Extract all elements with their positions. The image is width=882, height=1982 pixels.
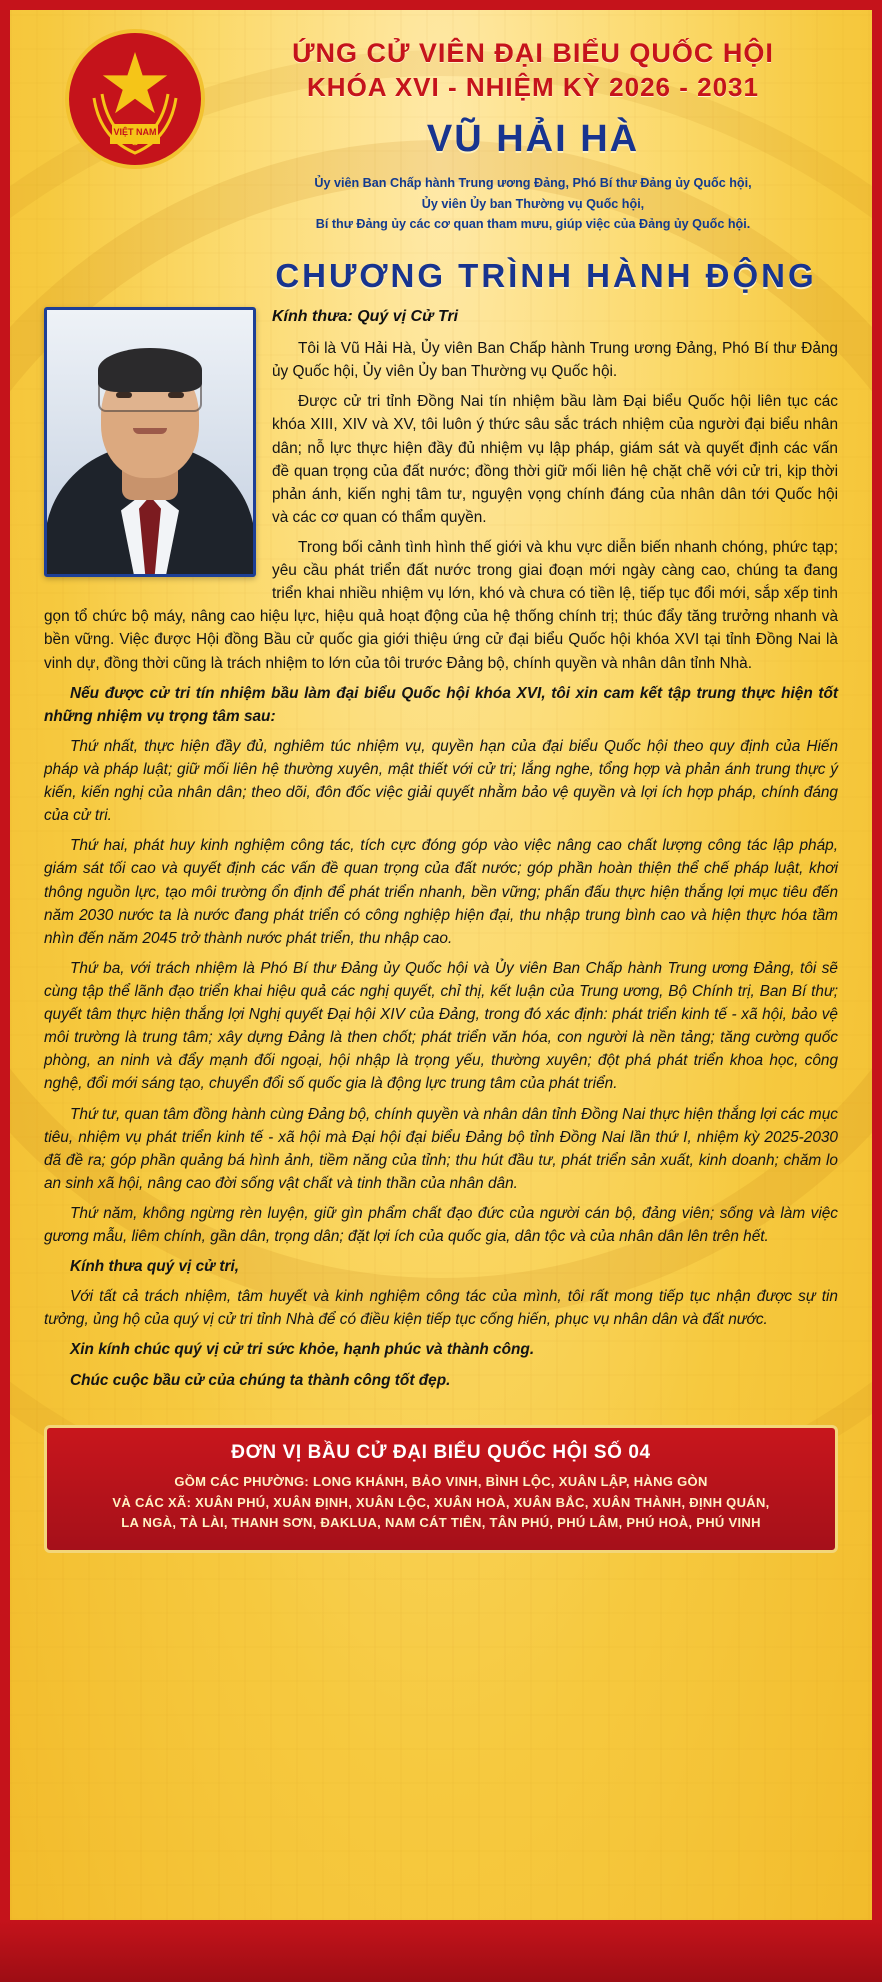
closing-line-4: Chúc cuộc bầu cử của chúng ta thành công tốt đẹp. (70, 1371, 451, 1389)
intro-paragraph-2: Được cử tri tỉnh Đồng Nai tín nhiệm bầu làm Đại biểu Quốc hội liên tục các khóa XIII, XIV và XV, tôi luôn ý thức sâu sắc trách nhiệm của người đại biểu nhân dân; nỗ lực thực hiện đầy đủ nhiệm vụ lập pháp, giám sát và quyết định các vấn đề quan trọng của đất nước; đồng thời giữ mối liên hệ chặt chẽ với cử tri, kịp thời phản ánh, kiến nghị tâm tư, nguyện vọng chính đáng của nhân dân tới Quốc hội và các cơ quan có thẩm quyền. (272, 393, 838, 526)
commitment-item-1: Thứ nhất, thực hiện đầy đủ, nghiêm túc nhiệm vụ, quyền hạn của đại biểu Quốc hội theo quy định của Hiến pháp và pháp luật; giữ mối liên hệ thường xuyên, mật thiết với cử tri; lắng nghe, tổng hợp và phản ánh trung thực ý kiến, kiến nghị của nhân dân; theo dõi, đôn đốc việc giải quyết nhằm bảo vệ quyền và lợi ích hợp pháp, chính đáng của cử tri. (44, 737, 838, 825)
constituency-wards: GỒM CÁC PHƯỜNG: LONG KHÁNH, BẢO VINH, BÌNH LỘC, XUÂN LẬP, HÀNG GÒN (174, 1473, 708, 1489)
header-line-1: ỨNG CỬ VIÊN ĐẠI BIỂU QUỐC HỘI (292, 38, 774, 68)
closing-line-1: Kính thưa quý vị cử tri, (70, 1258, 240, 1276)
greeting-line: Kính thưa: Quý vị Cử Tri (272, 308, 459, 326)
svg-text:VIỆT NAM: VIỆT NAM (113, 127, 157, 137)
header-text-block (230, 36, 852, 235)
closing-line-2: Với tất cả trách nhiệm, tâm huyết và kinh nghiệm công tác của mình, tôi rất mong tiếp tục nhận được sự tin tưởng, ủng hộ của quý vị cử tri tỉnh Nhà để có điều kiện tiếp tục cống hiến, phục vụ nhân dân và đất nước. (44, 1288, 838, 1329)
header-line-2: KHÓA XVI - NHIỆM KỲ 2026 - 2031 (307, 71, 759, 102)
intro-paragraph-1: Tôi là Vũ Hải Hà, Ủy viên Ban Chấp hành Trung ương Đảng, Phó Bí thư Đảng ủy Quốc hội, Ủy viên Ủy ban Thường vụ Quốc hội. (272, 340, 838, 381)
national-emblem-icon (64, 28, 206, 170)
closing-line-3: Xin kính chúc quý vị cử tri sức khỏe, hạnh phúc và thành công. (70, 1341, 535, 1359)
candidate-name: VŨ HẢI HÀ (426, 117, 640, 160)
candidate-title-3: Bí thư Đảng ủy các cơ quan tham mưu, giúp việc của Đảng ủy Quốc hội. (315, 217, 751, 232)
commitment-item-5: Thứ năm, không ngừng rèn luyện, giữ gìn phẩm chất đạo đức của người cán bộ, đảng viên; sống và làm việc gương mẫu, liêm chính, gần dân, trọng dân; đặt lợi ích của quốc gia, dân tộc và của nhân dân lên trên hết. (44, 1204, 838, 1246)
program-title: CHƯƠNG TRÌNH HÀNH ĐỘNG (275, 257, 817, 295)
commitment-item-4: Thứ tư, quan tâm đồng hành cùng Đảng bộ, chính quyền và nhân dân tỉnh Đồng Nai thực hiện thắng lợi các mục tiêu, nhiệm vụ phát triển kinh tế - xã hội mà Đại hội đại biểu Đảng bộ tỉnh Đồng Nai lần thứ I, nhiệm kỳ 2025-2030 đã đề ra; góp phần quảng bá hình ảnh, tiềm năng của tỉnh; thu hút đầu tư, phát triển sản xuất, kinh doanh; chăm lo an sinh xã hội, nâng cao đời sống vật chất và tinh thần của nhân dân. (44, 1105, 838, 1192)
constituency-footer (44, 1425, 838, 1553)
candidate-title-2: Ủy viên Ủy ban Thường vụ Quốc hội, (421, 196, 645, 211)
constituency-communes-2: LA NGÀ, TÀ LÀI, THANH SƠN, ĐAKLUA, NAM CÁT TIÊN, TÂN PHÚ, PHÚ LÂM, PHÚ HOÀ, PHÚ VINH (121, 1515, 761, 1531)
intro-paragraph-3: Trong bối cảnh tình hình thế giới và khu vực diễn biến nhanh chóng, phức tạp; yêu cầu phát triển đất nước trong giai đoạn mới ngày càng cao, chúng ta đang triển khai nhiều nhiệm vụ lớn, khó và chưa có tiền lệ, tiếp tục đổi mới, sắp xếp tinh gọn tổ chức bộ máy, nâng cao hiệu lực, hiệu quả hoạt động của hệ thống chính trị; thúc đẩy tăng trưởng nhanh và bền vững. Việc được Hội đồng Bầu cử quốc gia giới thiệu ứng cử đại biểu Quốc hội khóa XVI tại tỉnh Đồng Nai là vinh dự, đồng thời cũng là trách nhiệm to lớn của tôi trước Đảng bộ, chính quyền và nhân dân tỉnh Nhà. (44, 538, 838, 672)
candidate-title-1: Ủy viên Ban Chấp hành Trung ương Đảng, Phó Bí thư Đảng ủy Quốc hội, (314, 175, 752, 190)
bottom-red-bar (0, 1920, 882, 1982)
poster-header (10, 10, 872, 241)
candidate-titles (253, 173, 813, 235)
commitment-item-2: Thứ hai, phát huy kinh nghiệm công tác, tích cực đóng góp vào việc nâng cao chất lượng công tác lập pháp, giám sát tối cao và quyết định các vấn đề quan trọng của đất nước; góp phần hoàn thiện thể chế pháp luật, khơi thông nguồn lực, tạo môi trường ổn định để phát triển nhanh, bền vững; phấn đấu thực hiện thắng lợi mục tiêu đến năm 2030 nước ta là nước đang phát triển có công nghiệp hiện đại, thu nhập trung bình cao và hiện thực hóa tầm nhìn đến năm 2045 trở thành nước phát triển, thu nhập cao. (44, 837, 838, 947)
program-body (10, 305, 872, 1409)
commitment-lead: Nếu được cử tri tín nhiệm bầu làm đại biểu Quốc hội khóa XVI, tôi xin cam kết tập trung thực hiện tốt những nhiệm vụ trọng tâm sau: (44, 684, 838, 725)
candidate-photo (44, 307, 256, 577)
constituency-communes-1: VÀ CÁC XÃ: XUÂN PHÚ, XUÂN ĐỊNH, XUÂN LỘC, XUÂN HOÀ, XUÂN BẮC, XUÂN THÀNH, ĐỊNH QUÁN, (112, 1494, 770, 1510)
commitment-item-3: Thứ ba, với trách nhiệm là Phó Bí thư Đảng ủy Quốc hội và Ủy viên Ban Chấp hành Trung ương Đảng, tôi sẽ cùng tập thể lãnh đạo triển khai hiệu quả các nghị quyết, chỉ thị, kết luận của Trung ương, Bộ Chính trị, Ban Bí thư; quyết tâm thực hiện thắng lợi Nghị quyết Đại hội XIV của Đảng, trong đó xác định: phát triển kinh tế - xã hội, bảo vệ môi trường là trung tâm; xây dựng Đảng là then chốt; phát triển văn hóa, con người là nền tảng; tăng cường quốc phòng, an ninh và đẩy mạnh đối ngoại, hội nhập là trọng yếu, thường xuyên; đột phá phát triển khoa học, công nghệ, đổi mới sáng tạo, chuyển đổi số quốc gia là động lực trung tâm của phát triển. (44, 959, 838, 1093)
constituency-title: ĐƠN VỊ BẦU CỬ ĐẠI BIỂU QUỐC HỘI SỐ 04 (231, 1441, 651, 1463)
